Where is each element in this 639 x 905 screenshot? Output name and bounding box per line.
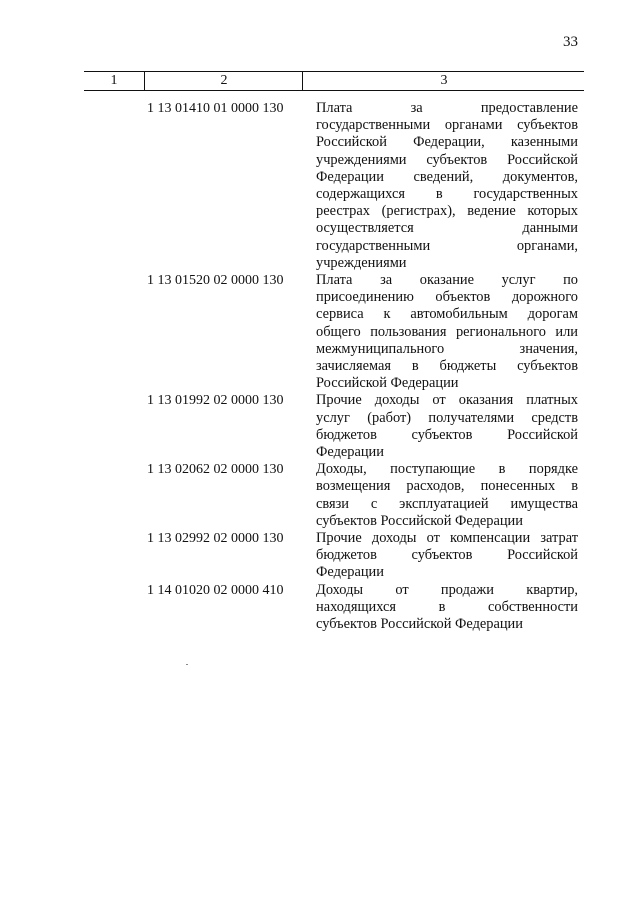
table-row <box>0 582 639 634</box>
description-line: межмуниципального значения, <box>316 340 578 357</box>
description-line: осуществляется данными <box>316 220 578 237</box>
description-line: Прочие доходы от компенсации затрат <box>316 530 578 547</box>
classification-code: 1 13 01520 02 0000 130 <box>147 273 284 289</box>
income-description <box>316 272 578 392</box>
table-row <box>0 461 639 530</box>
description-line: Плата за предоставление <box>316 100 578 116</box>
description-line: Федерации <box>316 564 384 581</box>
header-col-3: 3 <box>302 72 585 90</box>
description-line: бюджетов субъектов Российской <box>316 426 578 443</box>
classification-code: 1 13 02992 02 0000 130 <box>147 531 284 547</box>
income-description <box>316 530 578 582</box>
description-line: государственными органами субъектов <box>316 117 578 134</box>
income-description <box>316 461 578 530</box>
description-line: связи с эксплуатацией имущества <box>316 495 578 512</box>
table-row <box>0 272 639 392</box>
scan-speck <box>186 664 188 665</box>
classification-code: 1 13 01410 01 0000 130 <box>147 101 284 116</box>
page-number: 33 <box>563 34 578 50</box>
table-row <box>0 392 639 461</box>
description-line: Доходы, поступающие в порядке <box>316 461 578 478</box>
description-line: содержащихся в государственных <box>316 186 578 203</box>
description-line: учреждениями субъектов Российской <box>316 151 578 168</box>
table-row <box>0 530 639 582</box>
description-line: услуг (работ) получателями средств <box>316 409 578 426</box>
description-line: зачисляемая в бюджеты субъектов <box>316 358 578 375</box>
table-header <box>84 71 584 91</box>
description-line: Федерации сведений, документов, <box>316 168 578 185</box>
description-line: Плата за оказание услуг по <box>316 272 578 289</box>
description-line: общего пользования регионального или <box>316 323 578 340</box>
description-line: Российской Федерации <box>316 375 459 392</box>
table-row <box>0 100 639 272</box>
description-line: бюджетов субъектов Российской <box>316 547 578 564</box>
table-body <box>0 100 639 633</box>
description-line: сервиса к автомобильным дорогам <box>316 306 578 323</box>
income-description <box>316 100 578 272</box>
description-line: учреждениями <box>316 254 407 271</box>
description-line: Прочие доходы от оказания платных <box>316 392 578 409</box>
description-line: субъектов Российской Федерации <box>316 512 523 529</box>
classification-code: 1 13 02062 02 0000 130 <box>147 462 284 478</box>
description-line: реестрах (регистрах), ведение которых <box>316 203 578 220</box>
income-description <box>316 392 578 461</box>
classification-code: 1 14 01020 02 0000 410 <box>147 582 284 598</box>
description-line: возмещения расходов, понесенных в <box>316 478 578 495</box>
description-line: Доходы от продажи квартир, <box>316 581 578 598</box>
description-line: государственными органами, <box>316 237 578 254</box>
classification-code: 1 13 01992 02 0000 130 <box>147 393 284 409</box>
description-line: находящихся в собственности <box>316 598 578 615</box>
description-line: Федерации <box>316 444 384 461</box>
description-line: субъектов Российской Федерации <box>316 616 523 633</box>
header-col-2: 2 <box>144 72 303 90</box>
header-col-1: 1 <box>110 73 118 88</box>
description-line: Российской Федерации, казенными <box>316 134 578 151</box>
income-description <box>316 582 578 634</box>
description-line: присоединению объектов дорожного <box>316 289 578 306</box>
